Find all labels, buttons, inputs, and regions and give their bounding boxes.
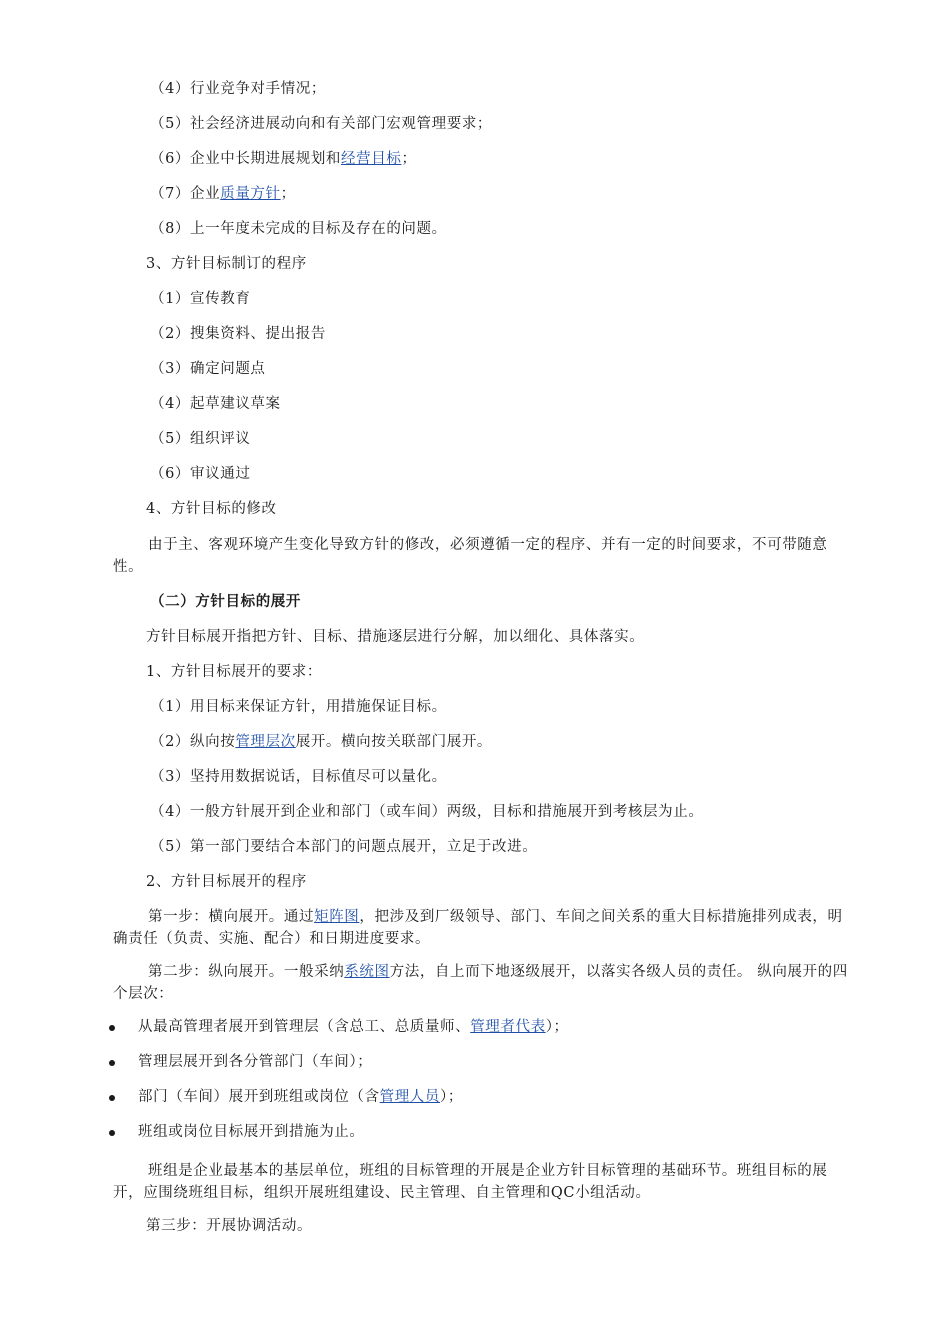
- text-run: ）；: [545, 1019, 569, 1035]
- bullet-icon: [109, 1060, 115, 1066]
- section-heading: 3、方针目标制订的程序: [146, 256, 307, 272]
- bullet-item: 管理层展开到各分管部门（车间）；: [138, 1054, 373, 1070]
- text-run: 第二步：纵向展开。一般采纳: [148, 964, 345, 980]
- list-item: （5）组织评议: [150, 431, 251, 447]
- bullet-icon: [109, 1095, 115, 1101]
- paragraph: 方针目标展开指把方针、目标、措施逐层进行分解，加以细化、具体落实。: [146, 629, 645, 645]
- list-item: （1）用目标来保证方针，用措施保证目标。: [150, 699, 447, 715]
- text-run: 从最高管理者展开到管理层（含总工、总质量师、: [138, 1019, 471, 1035]
- text-run: （6）企业中长期进展规划和: [150, 151, 342, 167]
- list-item: （3）确定问题点: [150, 361, 266, 377]
- paragraph: [113, 961, 855, 1005]
- bullet-icon: [109, 1025, 115, 1031]
- link-business-goal[interactable]: 经营目标: [341, 151, 402, 167]
- subsection-title: （二）方针目标的展开: [150, 593, 301, 610]
- link-management-level[interactable]: 管理层次: [235, 734, 296, 750]
- text-run: （7）企业: [150, 186, 221, 202]
- link-system-diagram[interactable]: 系统图: [344, 964, 390, 980]
- list-item: （6）审议通过: [150, 466, 251, 482]
- list-item: （5）社会经济进展动向和有关部门宏观管理要求；: [150, 116, 493, 132]
- paragraph-text: 由于主、客观环境产生变化导致方针的修改，必须遵循一定的程序、并有一定的时间要求，不可带随意性。: [113, 537, 828, 575]
- paragraph: 第三步：开展协调活动。: [146, 1218, 313, 1234]
- list-item: [150, 148, 417, 170]
- text-run: （2）纵向按: [150, 734, 236, 750]
- list-item: （8）上一年度未完成的目标及存在的问题。: [150, 221, 447, 237]
- list-item: （4）行业竞争对手情况；: [150, 81, 326, 97]
- list-item: [150, 183, 296, 205]
- text-run: 方法，自上而下地逐级展开，以落实各级人员的责任。 纵向展开的四个层次：: [113, 964, 848, 1002]
- text-run: ，把涉及到厂级领导、部门、车间之间关系的重大目标措施排列成表，明确责任（负责、实施、配合）和日期进度要求。: [113, 909, 843, 947]
- link-quality-policy[interactable]: 质量方针: [220, 186, 281, 202]
- paragraph: [113, 534, 855, 578]
- text-run: 部门（车间）展开到班组或岗位（含: [138, 1089, 380, 1105]
- link-management-representative[interactable]: 管理者代表: [470, 1019, 546, 1035]
- section-heading: 2、方针目标展开的程序: [146, 874, 307, 890]
- list-item: [150, 731, 492, 753]
- text-run: 第一步：横向展开。通过: [148, 909, 315, 925]
- section-heading: 4、方针目标的修改: [146, 501, 277, 517]
- bullet-item: [138, 1016, 569, 1038]
- paragraph: [113, 1160, 855, 1204]
- link-matrix-diagram[interactable]: 矩阵图: [314, 909, 360, 925]
- list-item: （1）宣传教育: [150, 291, 251, 307]
- list-item: （4）一般方针展开到企业和部门（或车间）两级，目标和措施展开到考核层为止。: [150, 804, 704, 820]
- text-run: ；: [280, 186, 296, 202]
- section-heading: 1、方针目标展开的要求：: [146, 664, 322, 680]
- list-item: （3）坚持用数据说话，目标值尽可以量化。: [150, 769, 447, 785]
- list-item: （5）第一部门要结合本部门的问题点展开，立足于改进。: [150, 839, 538, 855]
- list-item: （2）搜集资料、提出报告: [150, 326, 326, 342]
- text-run: 展开。横向按关联部门展开。: [295, 734, 493, 750]
- text-run: ；: [401, 151, 417, 167]
- bullet-item: 班组或岗位目标展开到措施为止。: [138, 1124, 365, 1140]
- bullet-icon: [109, 1130, 115, 1136]
- bullet-item: [138, 1086, 463, 1108]
- text-run: ）；: [440, 1089, 463, 1105]
- link-management-staff[interactable]: 管理人员: [379, 1089, 441, 1105]
- paragraph: [113, 906, 855, 950]
- list-item: （4）起草建议草案: [150, 396, 281, 412]
- paragraph-text: 班组是企业最基本的基层单位，班组的目标管理的开展是企业方针目标管理的基础环节。班组目标的展开，应围绕班组目标，组织开展班组建设、民主管理、自主管理和QC小组活动。: [113, 1163, 828, 1201]
